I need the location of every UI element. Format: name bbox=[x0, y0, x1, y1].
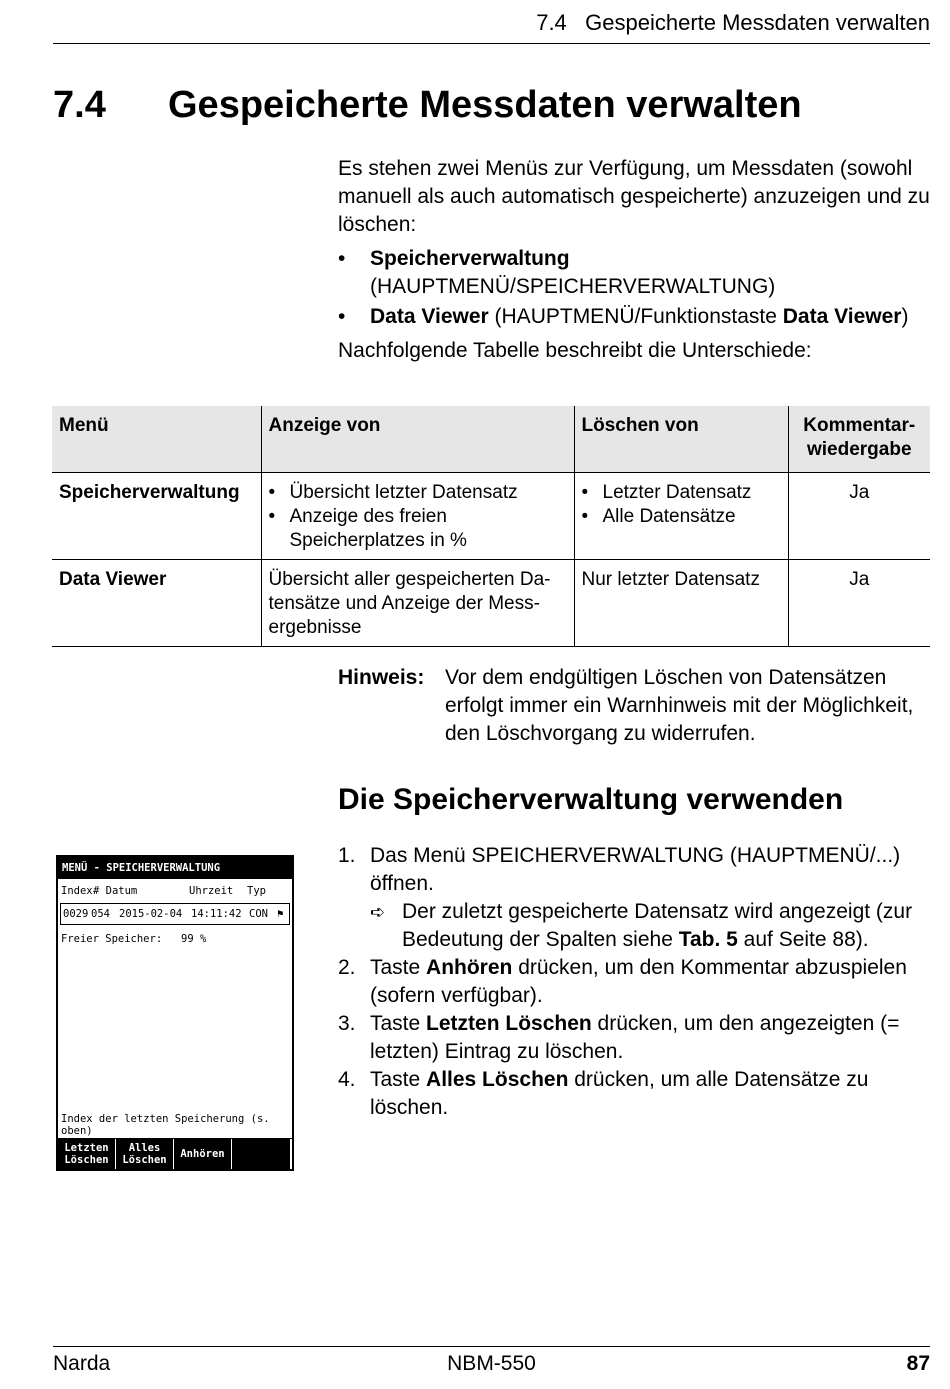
step-text: Das Menü SPEICHERVERWALTUNG (HAUPTMENÜ/...) öffnen. bbox=[370, 844, 901, 895]
table-header-text: Kommentar-wiedergabe bbox=[803, 415, 916, 460]
bullet-text: (HAUPTMENÜ/SPEICHERVERWALTUNG) bbox=[370, 275, 776, 298]
table-cell-delete: Nur letzter Datensatz bbox=[574, 560, 788, 647]
device-column-headers bbox=[58, 879, 292, 903]
table-reference: Tab. 5 bbox=[678, 928, 738, 951]
table-cell-display: Übersicht aller gespeicherten Datensätze und Anzeige der Messergebnisse bbox=[261, 560, 574, 647]
device-record-row bbox=[60, 903, 290, 925]
step-text: Taste bbox=[370, 956, 427, 979]
note bbox=[338, 664, 930, 748]
cell-list bbox=[269, 481, 567, 553]
footer-product: NBM-550 bbox=[447, 1352, 536, 1375]
table-lead: Nachfolgende Tabelle beschreibt die Unterschiede: bbox=[338, 339, 812, 362]
bullet-bold: Speicherverwaltung bbox=[370, 247, 570, 270]
running-header-title: Gespeicherte Messdaten verwalten bbox=[585, 10, 930, 35]
note-label: Hinweis: bbox=[338, 666, 425, 689]
step-text: drücken, um den Kommentar abzuspielen (sofern verfügbar). bbox=[370, 956, 907, 1007]
device-free-memory bbox=[58, 933, 292, 945]
step-item bbox=[338, 842, 930, 954]
table-cell-menu: Speicherverwaltung bbox=[59, 482, 240, 503]
section-number: 7.4 bbox=[53, 84, 106, 126]
running-header bbox=[536, 10, 930, 36]
device-col-type: Typ bbox=[247, 885, 266, 897]
softkey-empty bbox=[232, 1139, 290, 1169]
table-header-cell: Löschen von bbox=[574, 406, 788, 473]
step-item bbox=[338, 954, 930, 1010]
softkey-anhoeren: Anhören bbox=[174, 1139, 232, 1169]
note-text: Vor dem endgültigen Löschen von Datensätzen erfolgt immer ein Warnhinweis mit der Möglichkeit, den Löschvorgang zu widerrufen. bbox=[445, 666, 914, 745]
table-header-cell bbox=[788, 406, 930, 473]
bullet-bold: Data Viewer bbox=[782, 305, 902, 328]
step-key-name: Anhören bbox=[426, 956, 513, 979]
cell-list-item: • Übersicht letzter Datensatz bbox=[269, 481, 567, 505]
device-col-date: # Datum bbox=[93, 885, 138, 897]
table-row bbox=[52, 473, 930, 560]
page-number: 87 bbox=[906, 1352, 930, 1375]
table-header-row bbox=[52, 406, 930, 473]
record-num: 054 bbox=[91, 908, 110, 920]
table-cell-comment: Ja bbox=[788, 473, 930, 560]
record-index: 0029 bbox=[63, 908, 89, 920]
step-item bbox=[338, 1066, 930, 1122]
step-number: 1. bbox=[338, 844, 356, 867]
section-title: Gespeicherte Messdaten verwalten bbox=[168, 84, 802, 126]
steps-list bbox=[338, 842, 930, 1122]
subheading: Die Speicherverwaltung verwenden bbox=[338, 783, 844, 816]
record-time: 14:11:42 bbox=[191, 908, 242, 920]
table-row bbox=[52, 560, 930, 647]
record-type: CON bbox=[249, 908, 268, 920]
result-text: Der zuletzt gespeicherte Datensatz wird angezeigt (zur Bedeutung der Spalten siehe bbox=[402, 900, 913, 951]
free-memory-label: Freier Speicher: bbox=[61, 933, 163, 945]
cell-list bbox=[582, 481, 781, 529]
table-header-cell: Anzeige von bbox=[261, 406, 574, 473]
footer-brand: Narda bbox=[53, 1352, 111, 1375]
step-text: Taste bbox=[370, 1068, 427, 1091]
softkey-letzten-loeschen: Letzten Löschen bbox=[58, 1139, 116, 1169]
table-cell-comment: Ja bbox=[788, 560, 930, 647]
free-memory-value: 99 % bbox=[181, 933, 207, 945]
device-col-index: Index bbox=[61, 885, 93, 897]
section-heading bbox=[53, 84, 802, 127]
device-screen-title: MENÜ - SPEICHERVERWALTUNG bbox=[58, 857, 292, 879]
intro-paragraph: Es stehen zwei Menüs zur Verfügung, um Messdaten (sowohl manuell als auch automatisch gespeicherte) anzuzeigen und zu löschen: bbox=[338, 157, 930, 236]
cell-list-item: • Anzeige des freien Speicherplatzes in % bbox=[269, 505, 567, 553]
result-arrow-icon: ➪ bbox=[370, 902, 386, 922]
bullet-bold: Data Viewer bbox=[370, 305, 489, 328]
running-header-number: 7.4 bbox=[536, 10, 567, 35]
header-rule bbox=[53, 43, 930, 44]
step-result bbox=[370, 898, 930, 954]
intro bbox=[338, 155, 930, 365]
device-col-time: Uhrzeit bbox=[189, 885, 234, 897]
bullet-text: ) bbox=[901, 305, 909, 328]
menu-list-item bbox=[338, 303, 930, 331]
softkey-alles-loeschen: Alles Löschen bbox=[116, 1139, 174, 1169]
footer-rule bbox=[53, 1346, 930, 1347]
step-key-name: Alles Löschen bbox=[426, 1068, 569, 1091]
table-cell-delete bbox=[574, 473, 788, 560]
menu-list bbox=[338, 245, 930, 331]
device-softkeys bbox=[58, 1138, 292, 1169]
step-text: drücken, um alle Datensätze zu löschen. bbox=[370, 1068, 869, 1119]
cell-list-item: • Letzter Datensatz bbox=[582, 481, 781, 505]
step-item bbox=[338, 1010, 930, 1066]
step-number: 2. bbox=[338, 956, 356, 979]
table-cell-menu: Data Viewer bbox=[59, 569, 167, 590]
step-number: 3. bbox=[338, 1012, 356, 1035]
device-footer-text: Index der letzten Speicherung (s. oben) bbox=[61, 1113, 270, 1137]
flag-icon: ⚑ bbox=[277, 908, 284, 920]
step-number: 4. bbox=[338, 1068, 356, 1091]
step-key-name: Letzten Löschen bbox=[426, 1012, 592, 1035]
cell-list-item: • Alle Datensätze bbox=[582, 505, 781, 529]
table-header-cell: Menü bbox=[52, 406, 261, 473]
step-text: drücken, um den angezeigten (= letzten) Eintrag zu löschen. bbox=[370, 1012, 900, 1063]
bullet-text: (HAUPTMENÜ/Funktionstaste bbox=[488, 305, 783, 328]
record-date: 2015-02-04 bbox=[119, 908, 183, 920]
result-text: auf Seite 88). bbox=[737, 928, 869, 951]
device-screenshot bbox=[56, 855, 294, 1171]
table-cell-display bbox=[261, 473, 574, 560]
comparison-table bbox=[52, 406, 930, 647]
menu-list-item bbox=[338, 245, 930, 301]
step-text: Taste bbox=[370, 1012, 427, 1035]
